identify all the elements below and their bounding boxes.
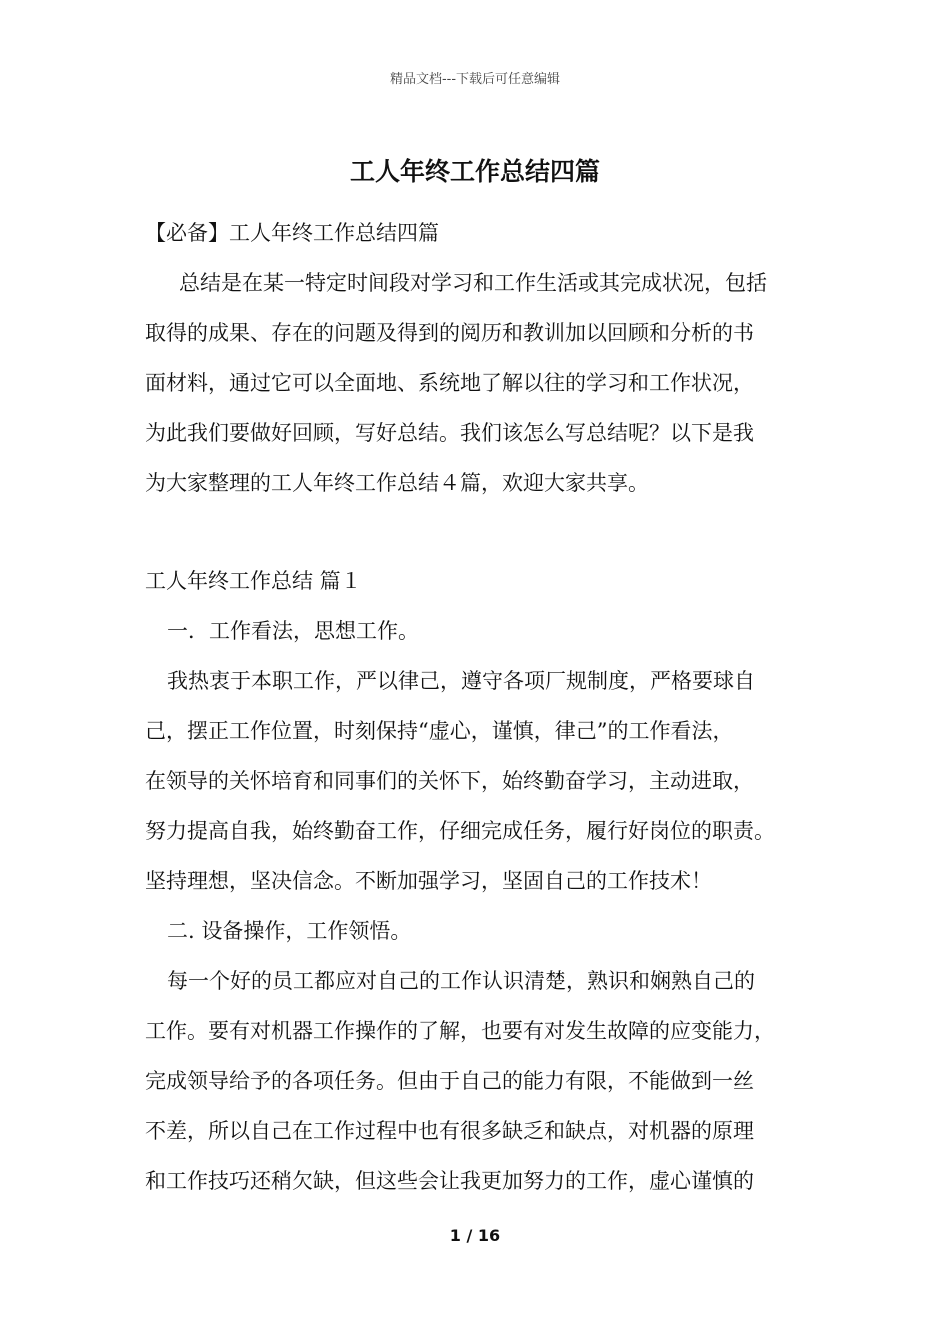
paragraph-line: 和工作技巧还稍欠缺，但这些会让我更加努力的工作，虚心谨慎的 (145, 1169, 754, 1193)
paragraph-line: 每一个好的员工都应对自己的工作认识清楚，熟识和娴熟自己的 (167, 969, 755, 993)
intro-line: 为大家整理的工人年终工作总结４篇，欢迎大家共享。 (145, 471, 649, 495)
intro-line: 取得的成果、存在的问题及得到的阅历和教训加以回顾和分析的书 (145, 321, 754, 345)
paragraph-line: 工作。要有对机器工作操作的了解，也要有对发生故障的应变能力， (145, 1019, 775, 1043)
section-heading: 工人年终工作总结 篇１ (145, 569, 362, 593)
subtitle: 【必备】工人年终工作总结四篇 (145, 221, 439, 245)
paragraph-line: 在领导的关怀培育和同事们的关怀下，始终勤奋学习，主动进取， (145, 769, 754, 793)
paragraph-line: 完成领导给予的各项任务。但由于自己的能力有限，不能做到一丝 (145, 1069, 754, 1093)
point-heading: 一．工作看法，思想工作。 (167, 619, 419, 643)
document-body (145, 208, 825, 1206)
paragraph-line: 不差，所以自己在工作过程中也有很多缺乏和缺点，对机器的原理 (145, 1119, 754, 1143)
paragraph-line: 己，摆正工作位置，时刻保持“虚心，谨慎，律己”的工作看法， (145, 719, 734, 743)
intro-line: 总结是在某一特定时间段对学习和工作生活或其完成状况，包括 (179, 271, 767, 295)
intro-line: 为此我们要做好回顾，写好总结。我们该怎么写总结呢？以下是我 (145, 421, 754, 445)
point-heading: 二. 设备操作，工作领悟。 (167, 919, 412, 943)
section-gap (145, 508, 825, 556)
paragraph-line: 努力提高自我，始终勤奋工作，仔细完成任务，履行好岗位的职责。 (145, 819, 775, 843)
intro-line: 面材料，通过它可以全面地、系统地了解以往的学习和工作状况， (145, 371, 754, 395)
paragraph-line: 我热衷于本职工作，严以律己，遵守各项厂规制度，严格要球自 (167, 669, 755, 693)
paragraph-line: 坚持理想，坚决信念。不断加强学习，坚固自己的工作技术！ (145, 869, 712, 893)
document-title: 工人年终工作总结四篇 (349, 157, 600, 186)
page-indicator: 1 / 16 (449, 1226, 501, 1245)
header-note: 精品文档---下载后可任意编辑 (389, 72, 561, 87)
